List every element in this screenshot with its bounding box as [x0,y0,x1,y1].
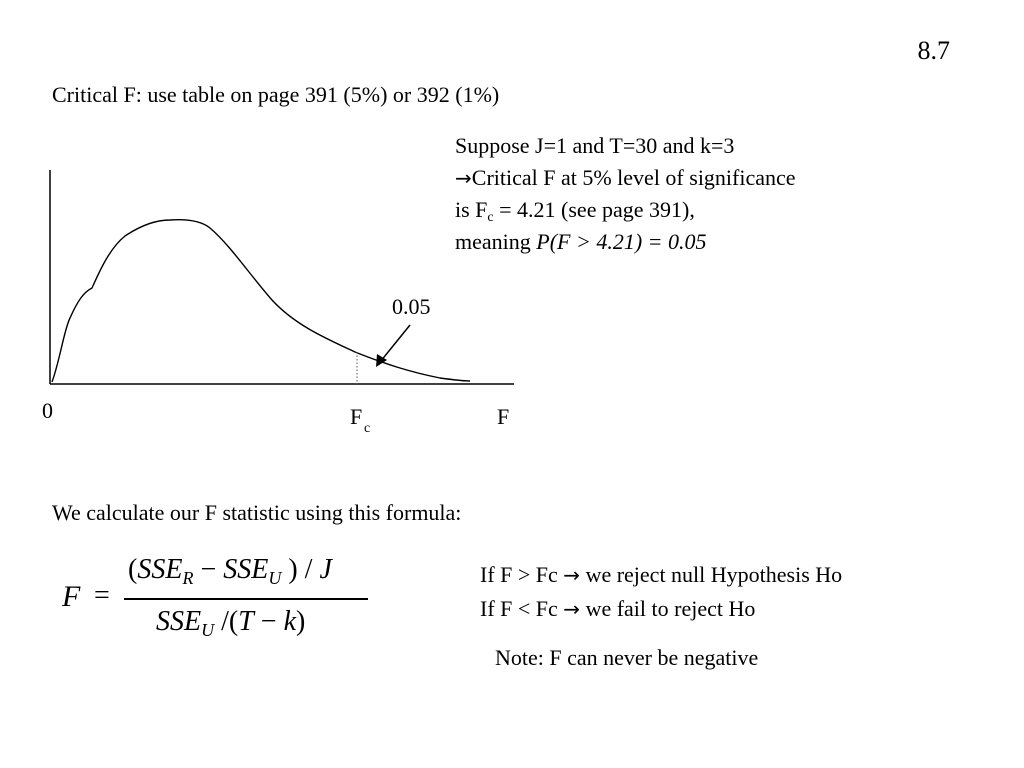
formula-intro: We calculate our F statistic using this formula: [52,500,462,525]
num-close: ) / [281,554,320,585]
suppose-line-3-pre: is F [455,197,488,222]
suppose-line-4-pre: meaning [455,229,537,254]
den-t: T [238,606,254,637]
slide-number: 8.7 [917,36,950,65]
num-minus: − [193,554,224,585]
decision-rules [480,558,842,626]
den-k: k [283,606,297,637]
num-sub-r: R [182,568,194,588]
suppose-line-3-post: = 4.21 (see page 391), [493,197,695,222]
den-sub-u: U [201,620,215,640]
den-sse-u: SSE [156,606,202,637]
decision-rule-fail [480,592,842,626]
suppose-line-4-italic: P(F > 4.21) = 0.05 [536,229,707,254]
right-arrow-icon: → [455,166,472,190]
rule1-post: we reject null Hypothesis Ho [580,562,843,587]
suppose-line-3-sub: c [487,210,494,225]
num-sse-u: SSE [223,554,269,585]
f-statistic-formula [62,554,382,644]
right-arrow-icon: → [563,597,581,621]
critical-f-instruction: Critical F: use table on page 391 (5%) or 392 (1%) [52,82,500,107]
rule2-post: we fail to reject Ho [580,596,756,621]
note-text: Note: F can never be negative [495,645,759,670]
decision-rule-reject [480,558,842,592]
area-label: 0.05 [392,294,431,319]
num-sub-u: U [268,568,282,588]
formula-lhs: F [62,580,81,613]
num-open: ( [128,554,138,585]
den-minus: − [253,606,284,637]
formula-equals: = [94,580,110,611]
critical-value-sub: c [364,421,371,436]
formula-denominator [156,606,305,638]
fraction-bar [124,598,368,600]
num-sse-r: SSE [137,554,183,585]
critical-value-label: F [350,404,363,429]
x-axis-label: F [497,404,510,429]
right-arrow-icon: → [563,563,581,587]
suppose-line-1: Suppose J=1 and T=30 and k=3 [455,133,735,158]
origin-label: 0 [42,398,53,423]
formula-numerator [128,554,332,586]
rule1-pre: If F > Fc [480,562,564,587]
area-pointer-line [380,325,410,362]
den-close: ) [296,606,306,637]
suppose-line-2-text: Critical F at 5% level of significance [471,165,796,190]
den-open: /( [214,606,239,637]
num-j: J [319,554,332,585]
rule2-pre: If F < Fc [480,596,564,621]
